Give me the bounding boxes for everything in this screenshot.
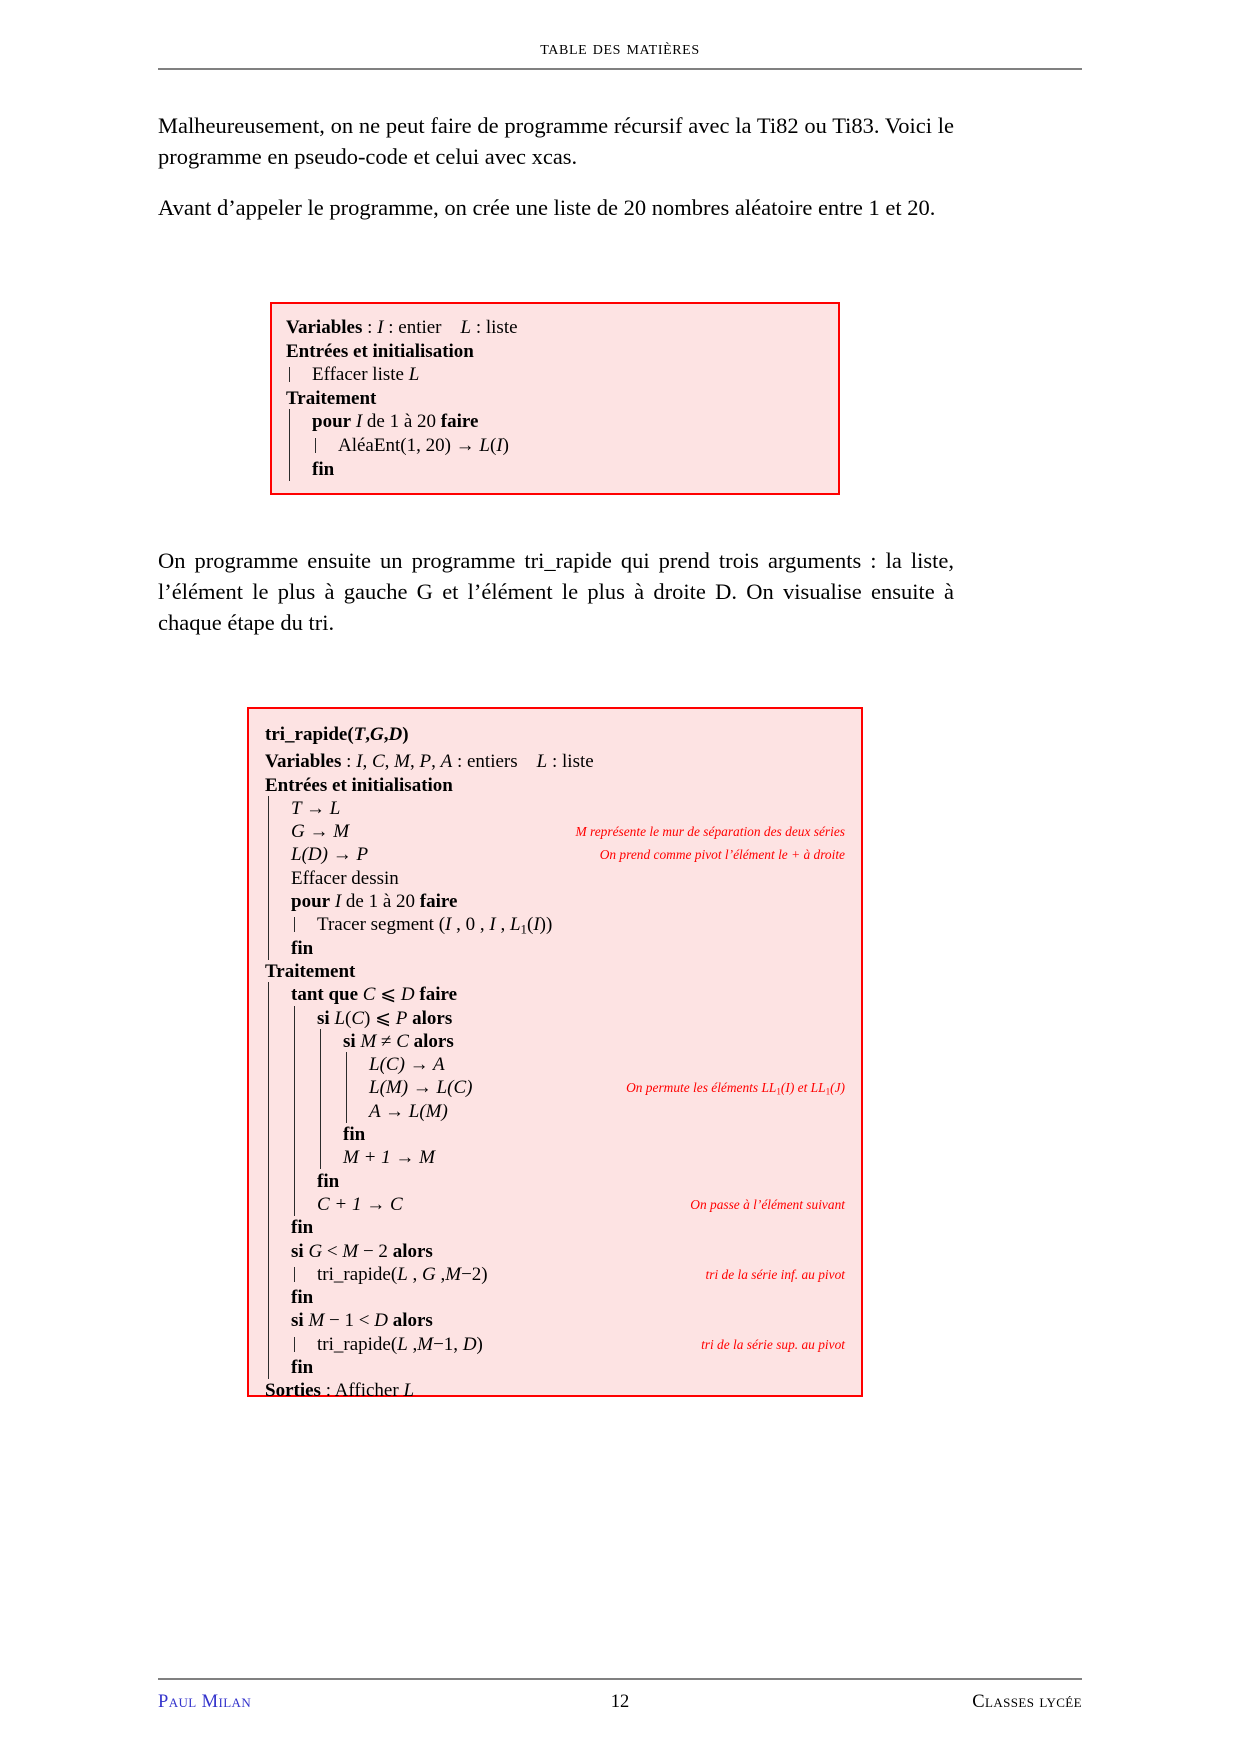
- alg2-kw-fin: fin: [291, 1217, 314, 1239]
- alg2-comment-pivot: On prend comme pivot l’élément le + à droite: [599, 847, 845, 863]
- alg2-effacer-dessin-text: Effacer dessin: [291, 867, 399, 889]
- alg1-effacer-text: Effacer liste L: [312, 364, 420, 386]
- header-rule: [158, 68, 1082, 70]
- indent-guide: [286, 458, 298, 481]
- alg2-comment-mur: M représente le mur de séparation des deux séries: [575, 824, 845, 840]
- indent-guide: [265, 1100, 277, 1123]
- alg1-kw-variables: Variables: [286, 317, 363, 338]
- indent-guide: [265, 1170, 277, 1193]
- alg2-title-text: tri_rapide(T,G,D): [265, 724, 409, 745]
- alg2-m-plus-1-text: M + 1 → M: [343, 1147, 435, 1169]
- alg1-kw-entrees: Entrées et initialisation: [286, 340, 474, 362]
- indent-guide: [265, 1263, 277, 1286]
- alg2-title: [265, 723, 849, 746]
- indent-guide: [317, 1076, 329, 1099]
- indent-guide: [286, 363, 298, 386]
- alg2-ld-to-p-text: L(D) → P: [291, 844, 369, 866]
- alg2-line-fin-tantque: [265, 1216, 849, 1239]
- indent-guide: [265, 983, 277, 1006]
- paragraph-list-creation: Avant d’appeler le programme, on crée une liste de 20 nombres aléatoire entre 1 et 20.: [158, 195, 936, 220]
- alg2-tracer-text: Tracer segment (I , 0 , I , $L_1(I)$): [317, 914, 553, 937]
- alg2-kw-fin: fin: [291, 1357, 314, 1379]
- alg2-tantque-text: tant que C ⩽ D faire: [291, 984, 458, 1006]
- alg2-line-fin-si-m-minus-1: [265, 1356, 849, 1379]
- alg2-line-t-to-l: [265, 797, 849, 820]
- indent-guide: [317, 1146, 329, 1169]
- indent-guide: [265, 1286, 277, 1309]
- indent-guide: [291, 1146, 303, 1169]
- indent-guide: [343, 1100, 355, 1123]
- indent-guide: [265, 1356, 277, 1379]
- paragraph-intro: Malheureusement, on ne peut faire de programme récursif avec la Ti82 ou Ti83. Voici le programme en pseudo-code et celui avec xcas.: [158, 113, 954, 169]
- alg2-line-recurse-inf: [265, 1263, 849, 1286]
- alg1-line-aleaent: [286, 434, 824, 458]
- indent-guide: [291, 1053, 303, 1076]
- alg2-si-m-minus-1-text: si M − 1 < D alors: [291, 1310, 433, 1332]
- alg2-line-sorties: [265, 1379, 849, 1402]
- alg2-kw-entrees: Entrées et initialisation: [265, 774, 453, 796]
- indent-guide: [265, 1240, 277, 1263]
- footer-collection: Classes lycée: [972, 1692, 1082, 1712]
- alg2-kw-variables: Variables: [265, 751, 342, 773]
- page-footer: [158, 1692, 1082, 1722]
- indent-guide: [265, 1309, 277, 1332]
- indent-guide: [317, 1123, 329, 1146]
- alg2-line-lc-to-a: [265, 1053, 849, 1076]
- alg1-line-fin: [286, 458, 824, 482]
- indent-guide: [265, 797, 277, 820]
- alg2-line-variables: [265, 750, 849, 773]
- indent-guide: [265, 820, 277, 843]
- alg2-si-m-text: si M ≠ C alors: [343, 1030, 454, 1052]
- footer-author: Paul Milan: [158, 1692, 252, 1712]
- indent-guide: [343, 1076, 355, 1099]
- alg2-line-tracer: [265, 913, 849, 936]
- alg2-comment-tri-sup: tri de la série sup. au pivot: [701, 1336, 845, 1352]
- indent-guide: [291, 1333, 303, 1356]
- alg2-si-lc-text: si L(C) ⩽ P alors: [317, 1007, 453, 1029]
- alg2-pour-text: pour I de 1 à 20 faire: [291, 891, 458, 913]
- indent-guide: [265, 1030, 277, 1053]
- alg2-line-si-m-minus-1: [265, 1309, 849, 1332]
- alg2-line-entrees: [265, 774, 849, 797]
- indent-guide: [291, 1100, 303, 1123]
- alg2-lm-to-lc-text: L(M) → L(C): [369, 1077, 473, 1099]
- indent-guide: [317, 1053, 329, 1076]
- alg2-line-ld-to-p: [265, 843, 849, 866]
- alg2-kw-fin: fin: [291, 1287, 314, 1309]
- indent-guide: [291, 1030, 303, 1053]
- alg1-line-variables: [286, 316, 824, 340]
- alg2-kw-fin: fin: [317, 1170, 340, 1192]
- alg2-line-a-to-lm: [265, 1100, 849, 1123]
- alg2-line-si-m: [265, 1030, 849, 1053]
- alg2-line-c-plus-1: [265, 1193, 849, 1216]
- indent-guide: [265, 1333, 277, 1356]
- indent-guide: [291, 1170, 303, 1193]
- alg1-aleaent-text: AléaEnt(1, 20) → L(I): [338, 434, 509, 456]
- indent-guide: [265, 913, 277, 936]
- indent-guide: [317, 1030, 329, 1053]
- alg2-kw-sorties: Sorties: [265, 1380, 321, 1402]
- alg2-lc-to-a-text: L(C) → A: [369, 1054, 445, 1076]
- alg2-line-fin-si-m: [265, 1123, 849, 1146]
- indent-guide: [291, 1007, 303, 1030]
- indent-guide: [286, 434, 298, 457]
- alg2-g-to-m-text: G → M: [291, 821, 350, 843]
- alg1-variables-rest: : I : entier L : liste: [362, 317, 518, 338]
- alg2-si-g-text: si G < M − 2 alors: [291, 1240, 433, 1262]
- indent-guide: [265, 843, 277, 866]
- alg2-line-fin-pour: [265, 937, 849, 960]
- algorithm-box-init: [270, 302, 840, 495]
- alg1-kw-traitement: Traitement: [286, 387, 377, 409]
- alg2-comment-suivant: On passe à l’élément suivant: [690, 1196, 845, 1212]
- paragraph-tri-rapide: On programme ensuite un programme tri_rapide qui prend trois arguments : la liste, l’élément le plus à gauche G et l’élément le plus à droite D. On visualise ensuite à chaque étape du tri.: [158, 548, 954, 635]
- indent-guide: [291, 1076, 303, 1099]
- indent-guide: [265, 1007, 277, 1030]
- alg1-line-pour: [286, 410, 824, 434]
- indent-guide: [291, 1263, 303, 1286]
- alg2-line-recurse-sup: [265, 1333, 849, 1356]
- alg2-recurse-inf-text: tri_rapide(L , G ,M−2): [317, 1263, 488, 1285]
- indent-guide: [317, 1100, 329, 1123]
- alg2-comment-tri-inf: tri de la série inf. au pivot: [705, 1266, 845, 1282]
- footer-rule: [158, 1678, 1082, 1680]
- alg2-line-fin-si-lc: [265, 1170, 849, 1193]
- indent-guide: [265, 1193, 277, 1216]
- alg2-variables-rest: : I, C, M, P, A : entiers L : liste: [341, 751, 594, 773]
- alg2-sorties-rest: : Afficher L: [320, 1380, 415, 1402]
- indent-guide: [343, 1053, 355, 1076]
- alg2-line-lm-to-lc: [265, 1076, 849, 1099]
- alg2-line-tantque: [265, 983, 849, 1006]
- indent-guide: [286, 410, 298, 433]
- alg2-line-si-lc: [265, 1007, 849, 1030]
- alg2-c-plus-1-text: C + 1 → C: [317, 1193, 403, 1215]
- alg2-kw-fin: fin: [343, 1124, 366, 1146]
- alg1-line-entrees: [286, 340, 824, 364]
- indent-guide: [291, 1193, 303, 1216]
- indent-guide: [265, 1146, 277, 1169]
- alg2-line-traitement: [265, 960, 849, 983]
- running-head: table des matières: [540, 38, 700, 59]
- alg1-kw-fin: fin: [312, 458, 335, 480]
- alg2-t-to-l-text: T → L: [291, 797, 341, 819]
- alg2-line-effacer-dessin: [265, 867, 849, 890]
- indent-guide: [265, 890, 277, 913]
- indent-guide: [265, 867, 277, 890]
- alg2-kw-traitement: Traitement: [265, 960, 356, 982]
- footer-page-number: 12: [610, 1692, 630, 1712]
- indent-guide: [291, 913, 303, 936]
- alg2-line-fin-si-g: [265, 1286, 849, 1309]
- algorithm-box-tri-rapide: [247, 707, 863, 1402]
- indent-guide: [265, 1216, 277, 1239]
- alg2-line-pour: [265, 890, 849, 913]
- indent-guide: [312, 434, 324, 457]
- indent-guide: [265, 1123, 277, 1146]
- indent-guide: [265, 1053, 277, 1076]
- alg2-recurse-sup-text: tri_rapide(L ,M−1, D): [317, 1333, 483, 1355]
- alg1-line-effacer: [286, 363, 824, 387]
- indent-guide: [265, 1076, 277, 1099]
- alg2-line-m-plus-1: [265, 1146, 849, 1169]
- alg2-comment-permute: On permute les éléments $LL_1(I)$ et $LL_1(J)$: [626, 1080, 845, 1097]
- alg2-line-g-to-m: [265, 820, 849, 843]
- alg2-a-to-lm-text: A → L(M): [369, 1100, 448, 1122]
- alg1-pour-text: pour I de 1 à 20 faire: [312, 411, 479, 433]
- alg2-line-si-g: [265, 1240, 849, 1263]
- alg2-kw-fin: fin: [291, 937, 314, 959]
- alg1-line-traitement: [286, 387, 824, 411]
- indent-guide: [291, 1123, 303, 1146]
- indent-guide: [265, 937, 277, 960]
